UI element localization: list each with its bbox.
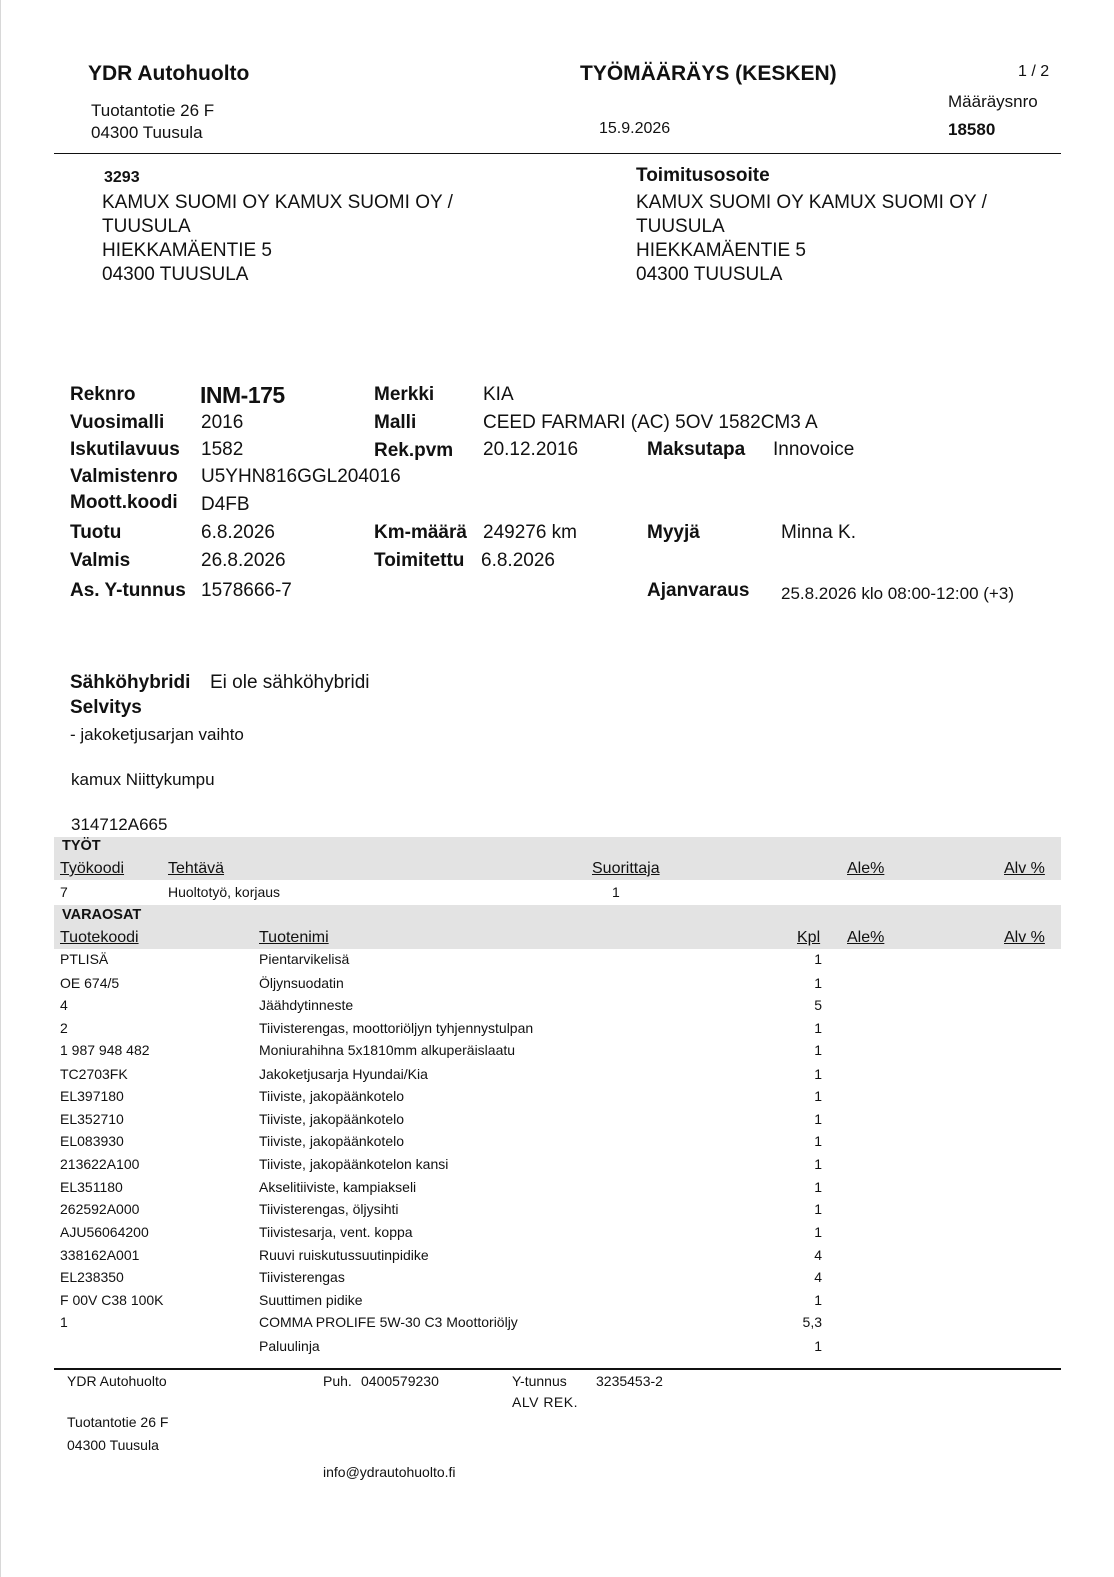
selvitys-line2: kamux Niittykumpu <box>71 770 215 789</box>
page-number: 1 / 2 <box>1018 63 1050 80</box>
part-name: Akselitiiviste, kampiakseli <box>259 1179 417 1195</box>
tyot-row-performer: 1 <box>612 884 620 900</box>
footer-phone: 0400579230 <box>361 1373 439 1389</box>
selvitys-line1: - jakoketjusarjan vaihto <box>70 725 244 744</box>
kmmaara-label: Km-määrä <box>374 522 467 543</box>
part-code: EL352710 <box>60 1111 124 1127</box>
part-code: 338162A001 <box>60 1247 140 1263</box>
ajanvaraus-value: 25.8.2026 klo 08:00-12:00 (+3) <box>781 584 1014 603</box>
part-code: EL083930 <box>60 1133 124 1149</box>
customer-number: 3293 <box>104 169 140 186</box>
table-row <box>1 1179 1114 1202</box>
tuotu-label: Tuotu <box>70 522 122 543</box>
table-row <box>1 1314 1114 1337</box>
part-name: Jakoketjusarja Hyundai/Kia <box>259 1066 428 1082</box>
tyot-col-discount: Ale% <box>847 860 885 877</box>
footer-email[interactable]: info@ydrautohuolto.fi <box>323 1464 456 1480</box>
reknro-value: INM-175 <box>200 382 285 408</box>
table-row <box>1 1156 1114 1179</box>
ajanvaraus-label: Ajanvaraus <box>647 580 750 601</box>
malli-label: Malli <box>374 412 417 433</box>
vuosimalli-value: 2016 <box>201 412 244 433</box>
moottkoodi-label: Moott.koodi <box>70 492 178 513</box>
part-code: AJU56064200 <box>60 1224 149 1240</box>
part-qty: 1 <box>814 1088 822 1104</box>
iskutilavuus-label: Iskutilavuus <box>70 439 180 460</box>
part-qty: 4 <box>814 1269 822 1285</box>
part-name: Moniurahihna 5x1810mm alkuperäislaatu <box>259 1042 516 1058</box>
tyot-row-task: Huoltotyö, korjaus <box>168 884 281 900</box>
part-name: Paluulinja <box>259 1338 320 1354</box>
varaosat-col-name: Tuotenimi <box>259 929 329 946</box>
header-divider <box>54 153 1061 154</box>
company-street: Tuotantotie 26 F <box>91 101 215 120</box>
table-row <box>1 975 1114 998</box>
varaosat-title: VARAOSAT <box>62 907 142 923</box>
footer-phone-label: Puh. <box>323 1373 352 1389</box>
selvitys-label: Selvitys <box>70 697 142 718</box>
document-title: TYÖMÄÄRÄYS (KESKEN) <box>580 62 837 85</box>
tyot-col-performer: Suorittaja <box>592 860 660 877</box>
malli-value: CEED FARMARI (AC) 5OV 1582CM3 A <box>483 412 818 433</box>
part-name: Tiivisterengas, öljysihti <box>259 1201 399 1217</box>
rekpvm-label: Rek.pvm <box>374 440 454 461</box>
footer-street: Tuotantotie 26 F <box>67 1414 169 1430</box>
merkki-label: Merkki <box>374 384 435 405</box>
varaosat-col-discount: Ale% <box>847 929 885 946</box>
table-row <box>1 1224 1114 1247</box>
part-name: COMMA PROLIFE 5W-30 C3 Moottoriöljy <box>259 1314 518 1330</box>
part-qty: 1 <box>814 1156 822 1172</box>
table-row <box>1 951 1114 974</box>
tuotu-value: 6.8.2026 <box>201 522 275 543</box>
varaosat-col-vat: Alv % <box>1004 929 1045 946</box>
footer-divider <box>54 1368 1061 1370</box>
table-row <box>1 1247 1114 1270</box>
part-code: 262592A000 <box>60 1201 140 1217</box>
tyot-row-code: 7 <box>60 884 68 900</box>
part-qty: 1 <box>814 1292 822 1308</box>
varaosat-col-code: Tuotekoodi <box>60 929 139 946</box>
table-row <box>1 1201 1114 1224</box>
part-qty: 1 <box>814 1133 822 1149</box>
maksutapa-label: Maksutapa <box>647 439 746 460</box>
part-qty: 1 <box>814 1224 822 1240</box>
customer-name-line1: KAMUX SUOMI OY KAMUX SUOMI OY / <box>102 192 453 213</box>
part-qty: 1 <box>814 975 822 991</box>
part-qty: 5 <box>814 997 822 1013</box>
ytunnus-value: 1578666-7 <box>201 580 292 601</box>
footer-city: 04300 Tuusula <box>67 1437 159 1453</box>
part-code: PTLISÄ <box>60 951 109 967</box>
valmistenro-label: Valmistenro <box>70 466 178 487</box>
customer-city: 04300 TUUSULA <box>102 264 249 285</box>
part-qty: 1 <box>814 1338 822 1354</box>
part-name: Tiivisterengas, moottoriöljyn tyhjennystulpan <box>259 1020 534 1036</box>
part-name: Tiiviste, jakopäänkotelo <box>259 1111 405 1127</box>
maksutapa-value: Innovoice <box>773 439 855 460</box>
varaosat-col-qty: Kpl <box>797 929 821 946</box>
delivery-name-line1: KAMUX SUOMI OY KAMUX SUOMI OY / <box>636 192 987 213</box>
part-qty: 1 <box>814 1179 822 1195</box>
part-code: OE 674/5 <box>60 975 120 991</box>
part-qty: 1 <box>814 1020 822 1036</box>
company-city: 04300 Tuusula <box>91 123 203 142</box>
myyja-label: Myyjä <box>647 522 700 543</box>
toimitettu-label: Toimitettu <box>374 550 465 571</box>
order-number-label: Määräysnro <box>948 92 1038 111</box>
part-name: Tiiviste, jakopäänkotelo <box>259 1133 405 1149</box>
table-row <box>1 997 1114 1020</box>
part-qty: 4 <box>814 1247 822 1263</box>
delivery-name-line2: TUUSULA <box>636 216 725 237</box>
delivery-city: 04300 TUUSULA <box>636 264 783 285</box>
part-qty: 1 <box>814 1201 822 1217</box>
table-row <box>1 1292 1114 1315</box>
tyot-title: TYÖT <box>62 838 101 854</box>
part-code: F 00V C38 100K <box>60 1292 164 1308</box>
selvitys-line3: 314712A665 <box>71 815 168 834</box>
reknro-label: Reknro <box>70 384 136 405</box>
table-row <box>1 1111 1114 1134</box>
order-number: 18580 <box>948 120 996 139</box>
delivery-street: HIEKKAMÄENTIE 5 <box>636 240 806 261</box>
table-row <box>1 1088 1114 1111</box>
part-name: Suuttimen pidike <box>259 1292 363 1308</box>
tyot-col-code: Työkoodi <box>60 860 125 877</box>
iskutilavuus-value: 1582 <box>201 439 244 460</box>
vuosimalli-label: Vuosimalli <box>70 412 165 433</box>
hybrid-value: Ei ole sähköhybridi <box>210 672 370 693</box>
tyot-col-vat: Alv % <box>1004 860 1045 877</box>
varaosat-header-band <box>54 905 1061 949</box>
part-qty: 1 <box>814 1111 822 1127</box>
kmmaara-value: 249276 km <box>483 522 578 543</box>
part-name: Pientarvikelisä <box>259 951 350 967</box>
part-qty: 1 <box>814 1042 822 1058</box>
part-code: EL351180 <box>60 1179 123 1195</box>
table-row <box>1 1020 1114 1043</box>
toimitettu-value: 6.8.2026 <box>481 550 555 571</box>
footer-ytunnus-label: Y-tunnus <box>512 1373 567 1389</box>
footer-company-name: YDR Autohuolto <box>67 1373 167 1389</box>
part-name: Öljynsuodatin <box>259 975 344 991</box>
moottkoodi-value: D4FB <box>201 494 250 515</box>
tyot-col-task: Tehtävä <box>168 860 225 877</box>
part-name: Tiivistesarja, vent. koppa <box>259 1224 413 1240</box>
table-row <box>1 1042 1114 1065</box>
delivery-address-title: Toimitusosoite <box>636 165 770 186</box>
table-row <box>1 1269 1114 1292</box>
hybrid-label: Sähköhybridi <box>70 672 191 693</box>
customer-street: HIEKKAMÄENTIE 5 <box>102 240 272 261</box>
part-name: Jäähdytinneste <box>259 997 354 1013</box>
ytunnus-label: As. Y-tunnus <box>70 580 186 601</box>
valmis-label: Valmis <box>70 550 131 571</box>
valmis-value: 26.8.2026 <box>201 550 286 571</box>
part-code: EL397180 <box>60 1088 124 1104</box>
part-code: 2 <box>60 1020 68 1036</box>
part-qty: 1 <box>814 951 822 967</box>
footer-ytunnus: 3235453-2 <box>596 1373 663 1389</box>
part-code: EL238350 <box>60 1269 124 1285</box>
part-code: TC2703FK <box>60 1066 128 1082</box>
table-row <box>1 1338 1114 1361</box>
valmistenro-value: U5YHN816GGL204016 <box>201 466 401 487</box>
tyot-row <box>1 884 1114 907</box>
part-name: Tiivisterengas <box>259 1269 345 1285</box>
footer-alv-label: ALV REK. <box>512 1394 578 1410</box>
part-name: Ruuvi ruiskutussuutinpidike <box>259 1247 429 1263</box>
part-name: Tiiviste, jakopäänkotelon kansi <box>259 1156 449 1172</box>
rekpvm-value: 20.12.2016 <box>483 439 579 460</box>
company-name: YDR Autohuolto <box>88 62 250 85</box>
myyja-value: Minna K. <box>781 522 856 543</box>
table-row <box>1 1133 1114 1156</box>
table-row <box>1 1066 1114 1089</box>
part-code: 213622A100 <box>60 1156 140 1172</box>
document-date: 15.9.2026 <box>599 120 671 137</box>
part-code: 4 <box>60 997 68 1013</box>
part-name: Tiiviste, jakopäänkotelo <box>259 1088 405 1104</box>
part-code: 1 <box>60 1314 68 1330</box>
merkki-value: KIA <box>483 384 514 405</box>
part-qty: 5,3 <box>802 1314 822 1330</box>
customer-name-line2: TUUSULA <box>102 216 191 237</box>
part-qty: 1 <box>814 1066 822 1082</box>
part-code: 1 987 948 482 <box>60 1042 150 1058</box>
